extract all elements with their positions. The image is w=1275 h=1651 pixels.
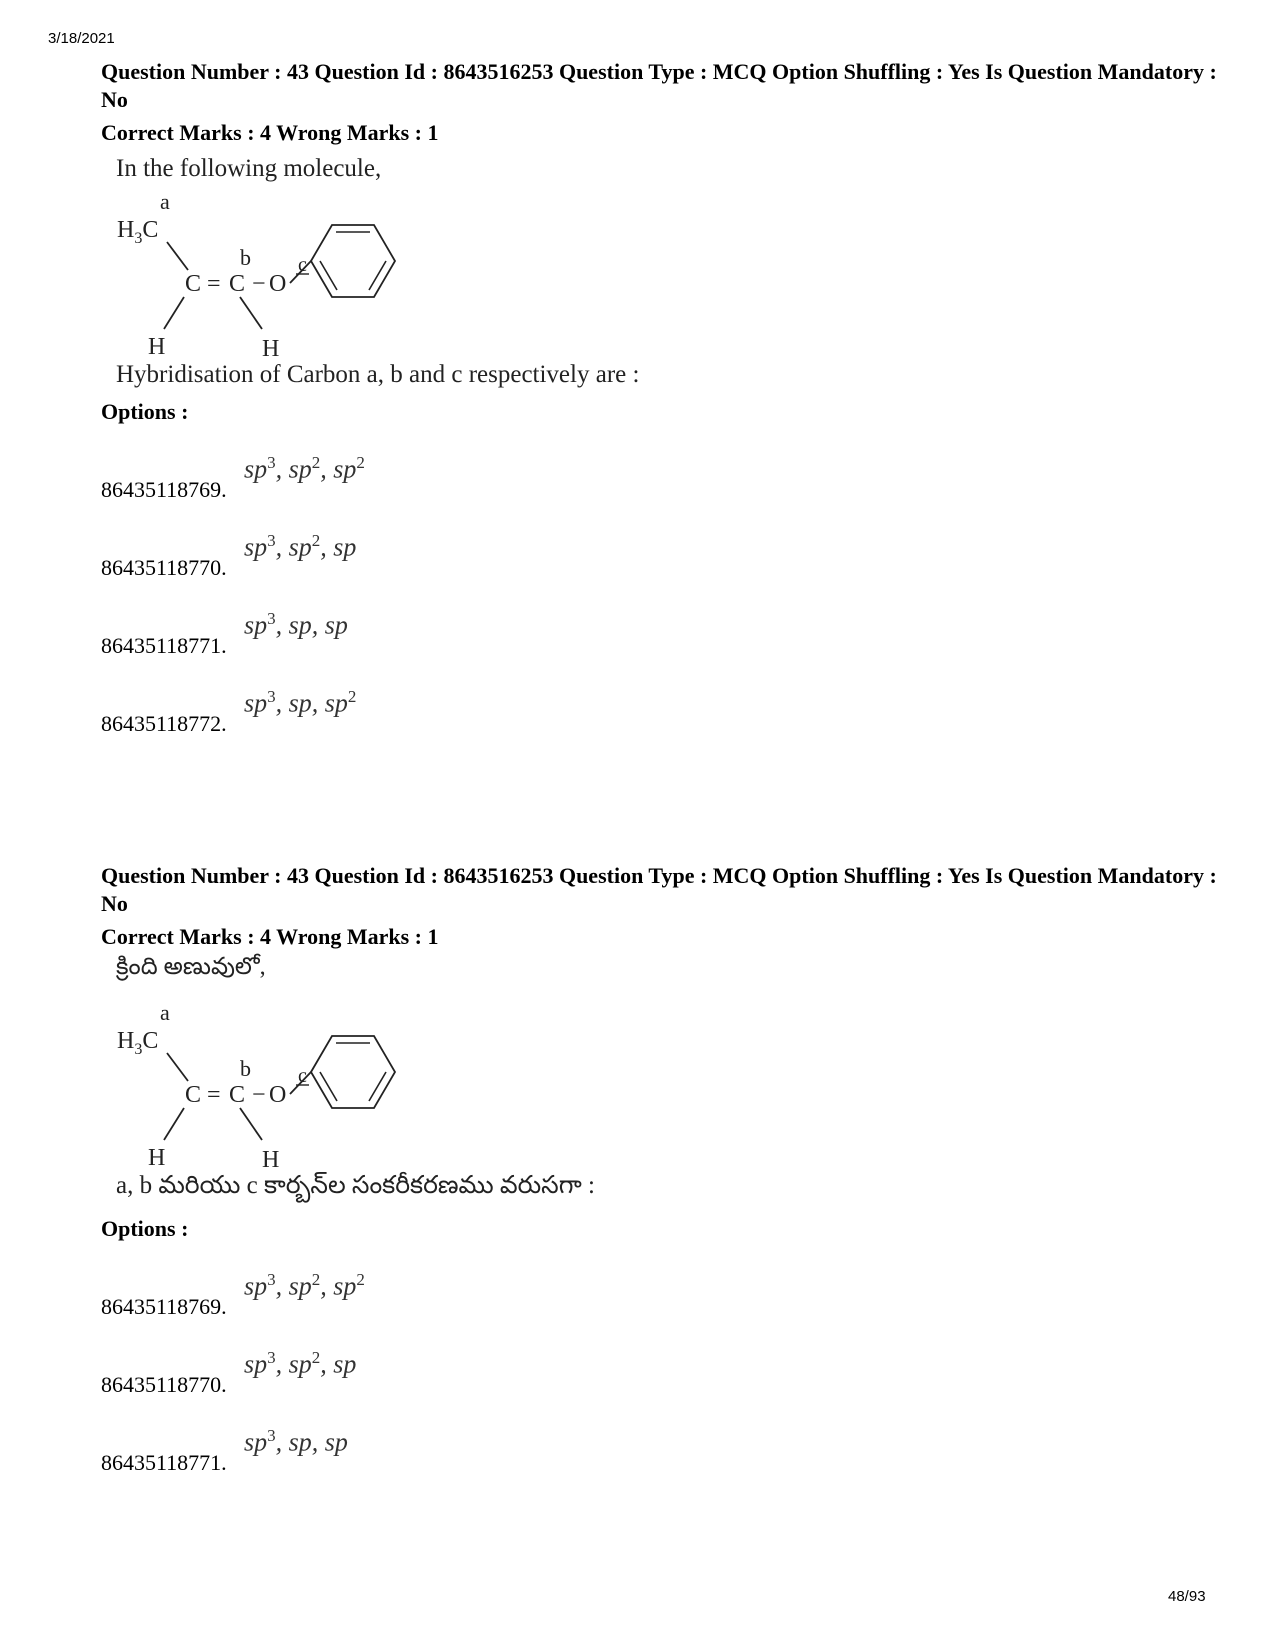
option-id: 86435118772. xyxy=(101,711,227,736)
question-marks: Correct Marks : 4 Wrong Marks : 1 xyxy=(101,924,439,949)
option-row[interactable] xyxy=(101,529,1221,581)
question-block-telugu xyxy=(101,862,1221,1476)
question-intro: క్రింది అణువులో, xyxy=(116,954,266,980)
question-meta: Question Number : 43 Question Id : 8643516253 Question Type : MCQ Option Shuffling : Yes Is Question Mandatory : No xyxy=(101,59,1217,112)
label-c: c xyxy=(298,1065,307,1087)
label-h3c: $H_3C$ xyxy=(117,217,159,247)
label-b: b xyxy=(240,1056,251,1081)
options-label: Options : xyxy=(101,399,189,424)
label-b: b xyxy=(240,245,251,270)
option-id: 86435118771. xyxy=(101,1450,227,1475)
option-id: 86435118770. xyxy=(101,555,227,580)
option-row[interactable] xyxy=(101,1346,1221,1398)
page-number: 48/93 xyxy=(1168,1588,1206,1605)
option-row[interactable] xyxy=(101,607,1221,659)
question-block-english xyxy=(101,58,1221,737)
label-h-right: H xyxy=(262,1147,280,1168)
label-c: c xyxy=(298,254,307,276)
molecule-diagram xyxy=(112,998,412,1168)
label-single-bond: − xyxy=(252,1082,266,1108)
question-prompt: a, b మరియు c కార్బన్‌ల సంకరీకరణము వరుసగా : xyxy=(116,1172,595,1199)
print-date: 3/18/2021 xyxy=(48,30,115,47)
option-value: $sp^3$, sp, sp xyxy=(244,609,348,640)
label-h3c: $H_3C$ xyxy=(117,1028,159,1058)
option-value: $sp^3$, $sp^2$, sp xyxy=(244,531,357,562)
question-marks: Correct Marks : 4 Wrong Marks : 1 xyxy=(101,120,439,145)
label-h-left: H xyxy=(148,1145,166,1168)
option-row[interactable] xyxy=(101,1268,1221,1320)
option-id: 86435118771. xyxy=(101,633,227,658)
benzene-ring-icon xyxy=(311,1036,395,1108)
label-oxygen: O xyxy=(269,1082,287,1108)
option-value: $sp^3$, $sp^2$, $sp^2$ xyxy=(244,453,365,484)
option-row[interactable] xyxy=(101,451,1221,503)
benzene-ring-icon xyxy=(311,225,395,297)
option-value: $sp^3$, sp, $sp^2$ xyxy=(244,687,357,718)
label-single-bond: − xyxy=(252,271,266,297)
label-double-bond: = xyxy=(207,1082,221,1108)
question-intro: In the following molecule, xyxy=(116,155,382,182)
option-row[interactable] xyxy=(101,685,1221,737)
label-c1: C xyxy=(185,271,202,297)
label-double-bond: = xyxy=(207,271,221,297)
label-a: a xyxy=(160,1000,170,1025)
label-c2: C xyxy=(229,1082,246,1108)
question-meta: Question Number : 43 Question Id : 8643516253 Question Type : MCQ Option Shuffling : Yes Is Question Mandatory : No xyxy=(101,863,1217,916)
question-prompt: Hybridisation of Carbon a, b and c respectively are : xyxy=(116,361,640,388)
label-a: a xyxy=(160,189,170,214)
option-value: $sp^3$, $sp^2$, sp xyxy=(244,1348,357,1379)
option-value: $sp^3$, sp, sp xyxy=(244,1426,348,1457)
options-label: Options : xyxy=(101,1216,189,1241)
label-h-right: H xyxy=(262,336,280,357)
label-c2: C xyxy=(229,271,246,297)
option-row[interactable] xyxy=(101,1424,1221,1476)
option-id: 86435118769. xyxy=(101,1294,227,1319)
option-id: 86435118770. xyxy=(101,1372,227,1397)
option-id: 86435118769. xyxy=(101,477,227,502)
label-h-left: H xyxy=(148,334,166,357)
option-value: $sp^3$, $sp^2$, $sp^2$ xyxy=(244,1270,365,1301)
label-oxygen: O xyxy=(269,271,287,297)
molecule-diagram xyxy=(112,187,412,357)
label-c1: C xyxy=(185,1082,202,1108)
